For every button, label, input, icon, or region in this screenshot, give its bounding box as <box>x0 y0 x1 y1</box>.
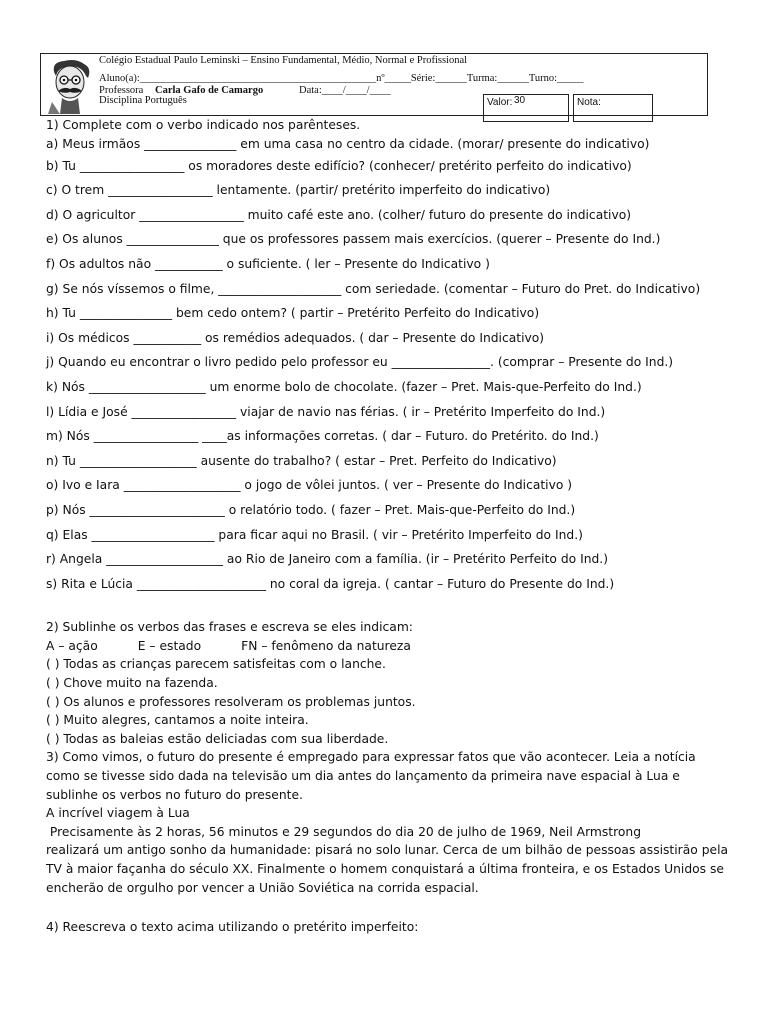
story-line: realizará um antigo sonho da humanidade: pisará no solo lunar. Cerca de um bilhão de pessoas assistirão pela <box>46 843 729 858</box>
exercise1-title: 1) Complete com o verbo indicado nos parênteses. <box>46 118 361 132</box>
exercise1-item-q: q) Elas ____________________ para ficar aqui no Brasil. ( vir – Pretérito Imperfeito do Ind.) <box>46 527 583 542</box>
exercise1-item-j: j) Quando eu encontrar o livro pedido pelo professor eu ________________. (comprar – Presente do Ind.) <box>46 355 674 370</box>
exercise2-item: ( ) Muito alegres, cantamos a noite inteira. <box>46 713 309 728</box>
exercise1-item-o: o) Ivo e Iara ___________________ o jogo de vôlei juntos. ( ver – Presente do Indicativo ) <box>46 478 573 493</box>
valor-label: Valor: <box>487 97 513 108</box>
exercise1-item-l: l) Lídia e José _________________ viajar de navio nas férias. ( ir – Pretérito Imperfeito do Ind.) <box>46 404 606 419</box>
legend-nature: FN – fenômeno da natureza <box>241 638 411 653</box>
story-line: Precisamente às 2 horas, 56 minutos e 29 segundos do dia 20 de julho de 1969, Neil Armstrong <box>46 824 642 839</box>
school-name: Colégio Estadual Paulo Leminski – Ensino Fundamental, Médio, Normal e Profissional <box>99 55 468 66</box>
exercise3-line: como se tivesse sido dada na televisão um dia antes do lançamento da primeira nave espacial à Lua e <box>46 769 680 784</box>
exercise1-item-c: c) O trem _________________ lentamente. (partir/ pretérito imperfeito do indicativo) <box>46 183 551 198</box>
exercise1-item-i: i) Os médicos ___________ os remédios adequados. ( dar – Presente do Indicativo) <box>46 330 545 345</box>
valor-value: 30 <box>514 95 526 106</box>
exercise1-item-d: d) O agricultor _________________ muito café este ano. (colher/ futuro do presente do indicativo) <box>46 207 632 222</box>
story-title: A incrível viagem à Lua <box>46 806 190 821</box>
worksheet-content <box>46 116 746 937</box>
student-line: Aluno(a):_____________________________________________nº_____Série:______Turma:______Turno:_____ <box>99 73 584 84</box>
story-line: TV à maior façanha do século XX. Finalmente o homem conquistará a última fronteira, e os Estados Unidos se <box>46 862 724 876</box>
story-line: encherão de orgulho por vencer a União Soviética na corrida espacial. <box>46 880 479 895</box>
date-line: Data:____/____/____ <box>299 85 391 96</box>
exercise3-line: sublinhe os verbos no futuro do presente. <box>46 787 303 802</box>
exercise1-item-e: e) Os alunos _______________ que os professores passem mais exercícios. (querer – Presente do Ind.) <box>46 232 661 247</box>
exercise1-item-r: r) Angela ___________________ ao Rio de Janeiro com a família. (ir – Pretérito Perfeito do Ind.) <box>46 552 609 567</box>
exercise1-item-f: f) Os adultos não ___________ o suficiente. ( ler – Presente do Indicativo ) <box>46 256 490 271</box>
exercise1-item-n: n) Tu ___________________ ausente do trabalho? ( estar – Pret. Perfeito do Indicativo) <box>46 453 557 468</box>
exercise2-item: ( ) Todas as crianças parecem satisfeitas com o lanche. <box>46 657 386 672</box>
exercise2-title: 2) Sublinhe os verbos das frases e escreva se eles indicam: <box>46 620 413 635</box>
exercise1-list <box>46 135 746 597</box>
subject-line: Disciplina Português <box>99 95 187 106</box>
exercise1-item-a: a) Meus irmãos _______________ em uma casa no centro da cidade. (morar/ presente do indicativo) <box>46 136 650 151</box>
exercise1-item-m: m) Nós _________________ ____as informações corretas. ( dar – Futuro. do Pretérito. do Ind.) <box>46 429 599 444</box>
exercise1-item-k: k) Nós ___________________ um enorme bolo de chocolate. (fazer – Pret. Mais-que-Perfeito do Ind.) <box>46 379 642 394</box>
exercise1-item-g: g) Se nós víssemos o filme, ____________________ com seriedade. (comentar – Futuro do Pret. do Indicativo) <box>46 281 701 296</box>
legend-action: A – ação <box>46 638 98 653</box>
teacher-name: Carla Gafo de Camargo <box>155 85 264 96</box>
exercise3-line: 3) Como vimos, o futuro do presente é empregado para expressar fatos que vão acontecer. Leia a notícia <box>46 750 696 765</box>
exercise1-item-p: p) Nós ______________________ o relatório todo. ( fazer – Pret. Mais-que-Perfeito do Ind.) <box>46 502 576 517</box>
exercise1-item-s: s) Rita e Lúcia _____________________ no coral da igreja. ( cantar – Futuro do Presente do Ind.) <box>46 576 615 591</box>
exercise2-item: ( ) Os alunos e professores resolveram os problemas juntos. <box>46 694 416 709</box>
exercise1-item-b: b) Tu _________________ os moradores deste edifício? (conhecer/ pretérito perfeito do indicativo) <box>46 158 632 173</box>
exercise2-item: ( ) Todas as baleias estão deliciadas com sua liberdade. <box>46 731 389 746</box>
exercise1-item-h: h) Tu _______________ bem cedo ontem? ( partir – Pretérito Perfeito do Indicativo) <box>46 306 540 321</box>
legend-state: E – estado <box>137 638 202 653</box>
header-box <box>40 53 708 116</box>
exercise2-item: ( ) Chove muito na fazenda. <box>46 676 218 691</box>
exercise4-title: 4) Reescreva o texto acima utilizando o pretérito imperfeito: <box>46 920 419 935</box>
nota-label: Nota: <box>577 97 601 108</box>
exercise2-legend <box>46 637 746 656</box>
school-logo-caricature <box>46 58 94 114</box>
teacher-label: Professora <box>99 85 144 96</box>
